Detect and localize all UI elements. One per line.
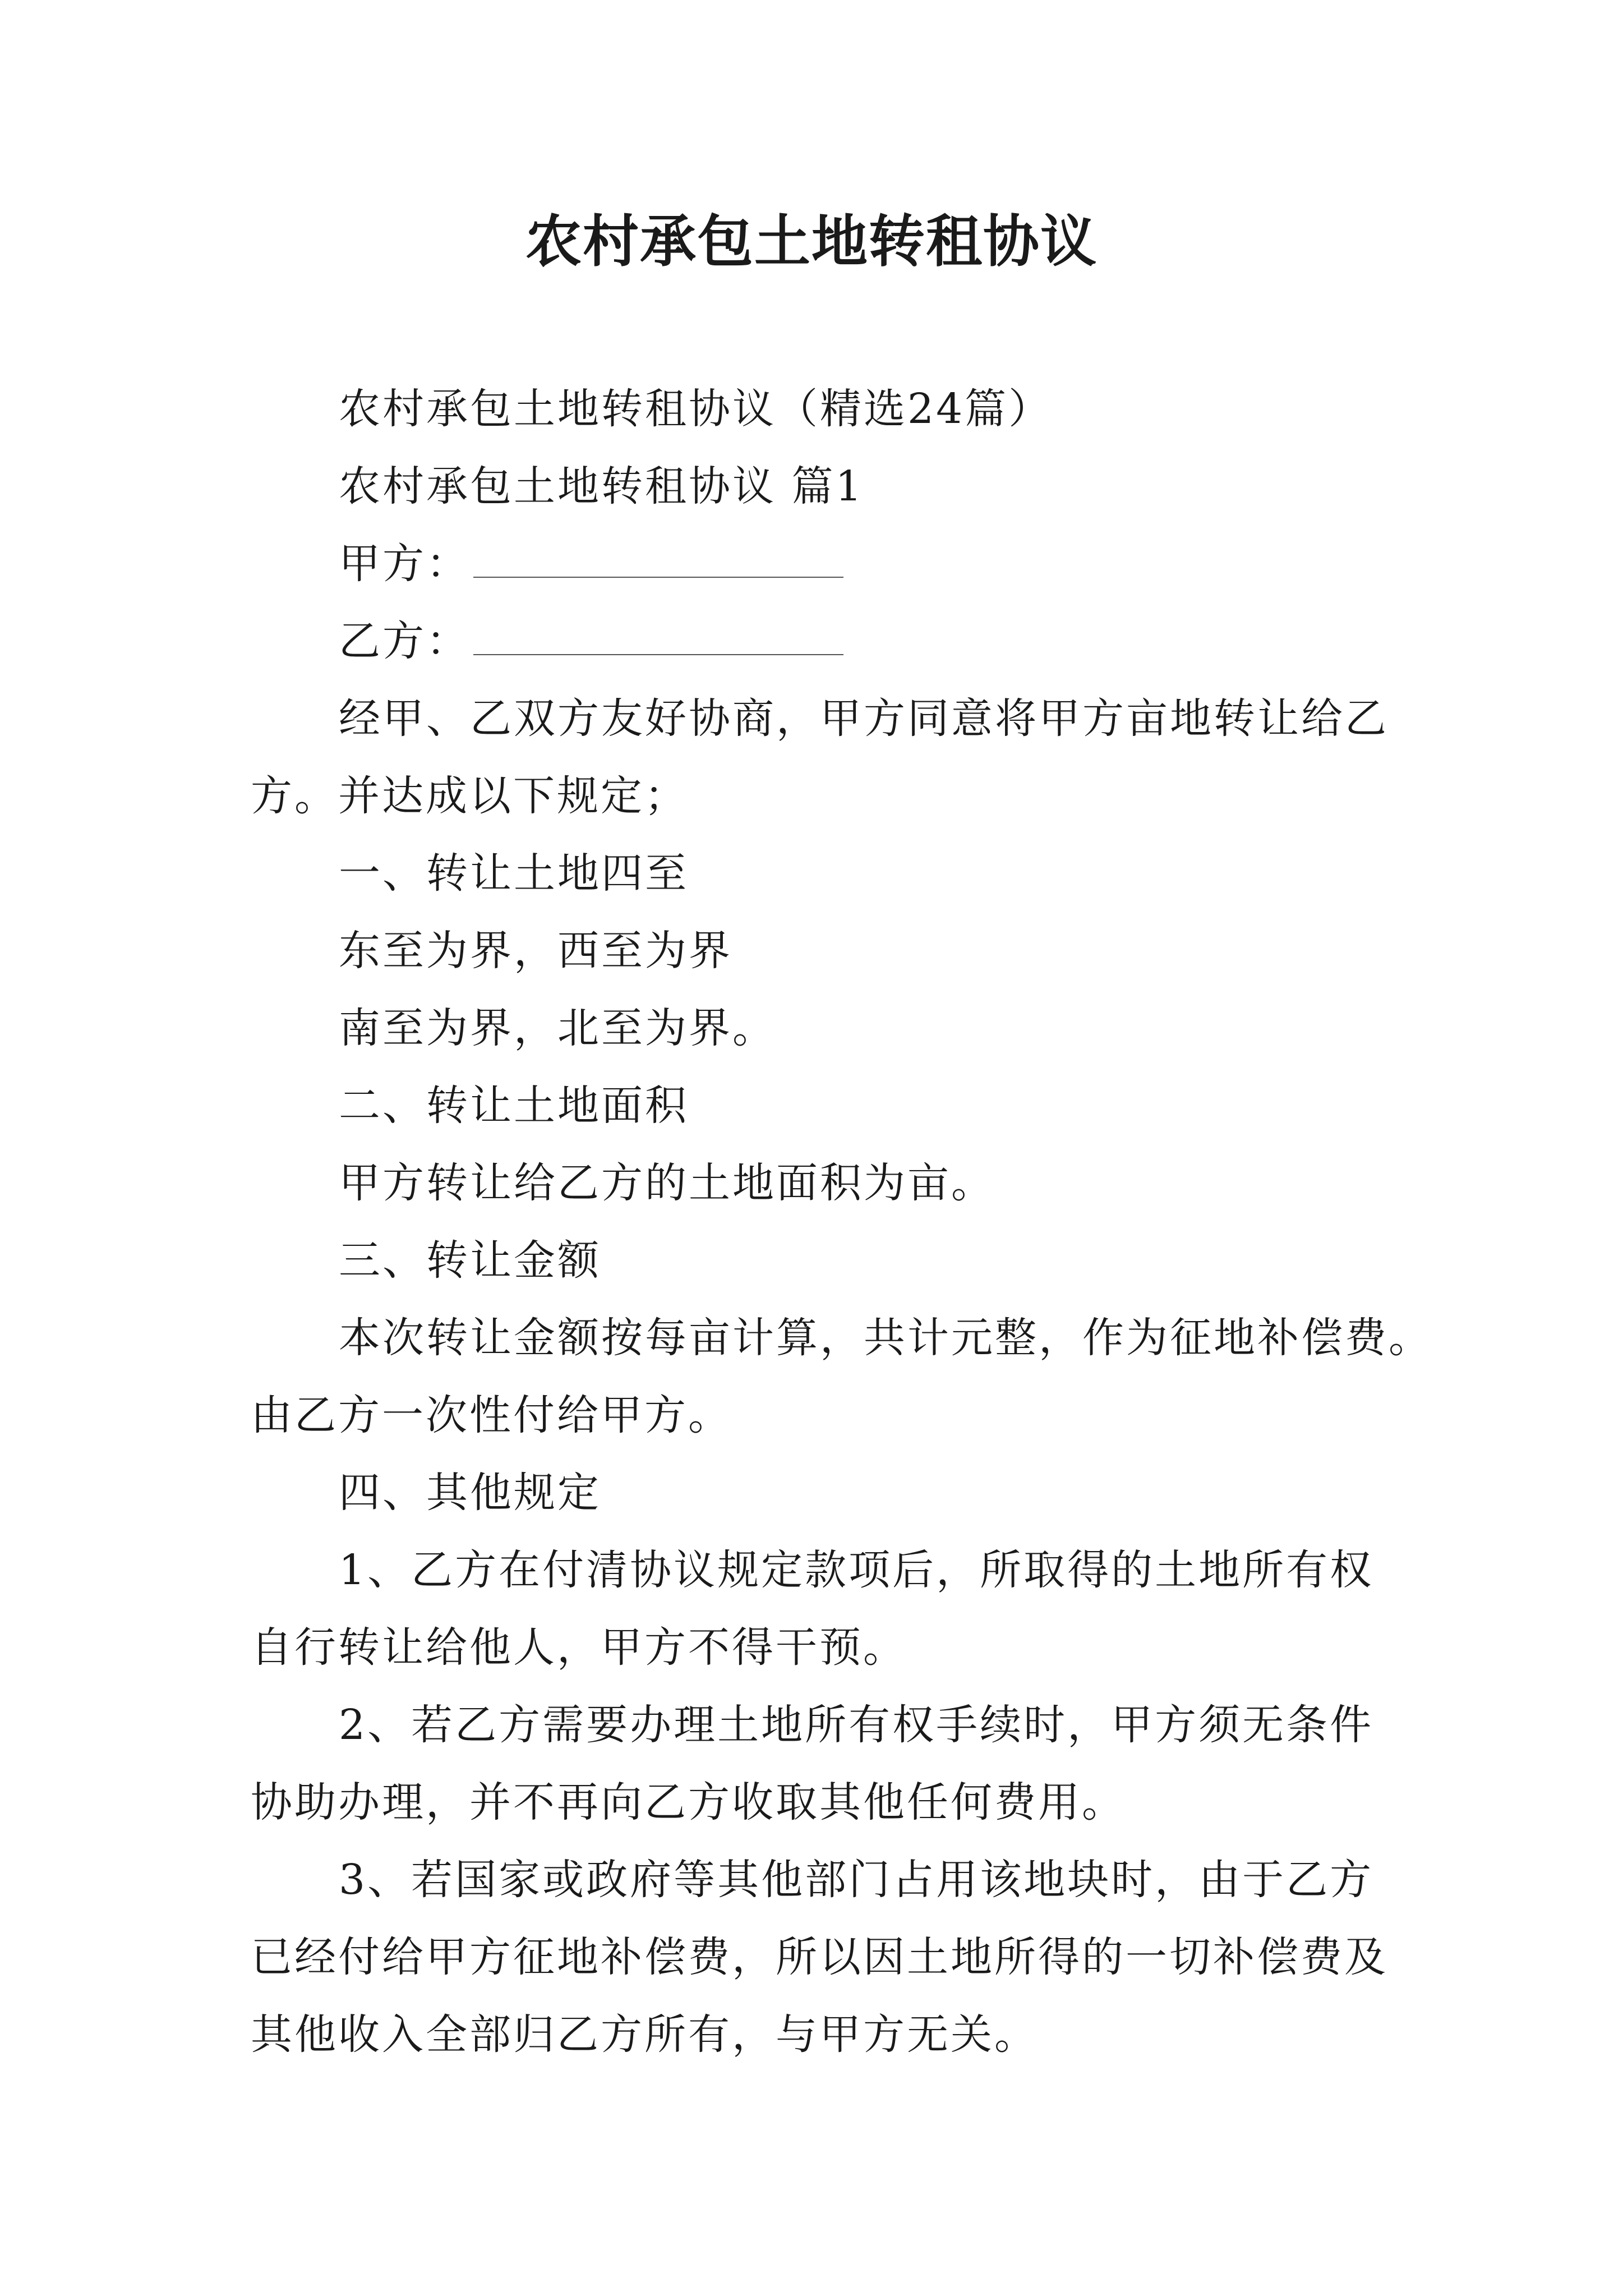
document-title: 农村承包土地转租协议 <box>525 208 1098 274</box>
paragraph-line: 自行转让给他人，甲方不得干预。 <box>251 1623 907 1672</box>
paragraph-line: 2、若乙方需要办理土地所有权手续时，甲方须无条件 <box>339 1701 1374 1749</box>
paragraph-line: 东至为界，西至为界 <box>339 927 732 975</box>
paragraph-line: 甲方转让给乙方的土地面积为亩。 <box>339 1159 995 1207</box>
clause-heading: 四、其他规定 <box>339 1469 601 1517</box>
paragraph-line: 1、乙方在付清协议规定款项后，所取得的土地所有权 <box>339 1546 1374 1594</box>
paragraph-line: 南至为界，北至为界。 <box>339 1004 776 1052</box>
paragraph-line: 由乙方一次性付给甲方。 <box>251 1391 732 1439</box>
paragraph-line: 3、若国家或政府等其他部门占用该地块时，由于乙方 <box>339 1856 1374 1904</box>
section-title: 农村承包土地转租协议 篇1 <box>339 462 864 510</box>
clause-heading: 三、转让金额 <box>339 1236 601 1285</box>
document-subtitle: 农村承包土地转租协议（精选24篇） <box>339 385 1053 433</box>
paragraph-line: 方。并达成以下规定； <box>251 772 688 820</box>
paragraph-line: 已经付给甲方征地补偿费，所以因土地所得的一切补偿费及 <box>251 1933 1388 1981</box>
paragraph-line: 本次转让金额按每亩计算，共计元整，作为征地补偿费。 <box>339 1314 1432 1362</box>
party-b-blank <box>473 648 843 655</box>
party-a-line <box>251 525 1395 602</box>
party-b-line <box>251 602 1395 680</box>
party-b-label: 乙方： <box>339 617 470 665</box>
paragraph-line: 协助办理，并不再向乙方收取其他任何费用。 <box>251 1778 1126 1826</box>
paragraph-line: 其他收入全部归乙方所有，与甲方无关。 <box>251 2010 1038 2059</box>
paragraph-line: 经甲、乙双方友好协商，甲方同意将甲方亩地转让给乙 <box>339 694 1389 743</box>
document-body <box>251 370 1432 2073</box>
clause-heading: 二、转让土地面积 <box>339 1082 689 1130</box>
clause-heading: 一、转让土地四至 <box>339 849 689 898</box>
party-a-label: 甲方： <box>339 540 470 588</box>
party-a-blank <box>473 571 843 578</box>
